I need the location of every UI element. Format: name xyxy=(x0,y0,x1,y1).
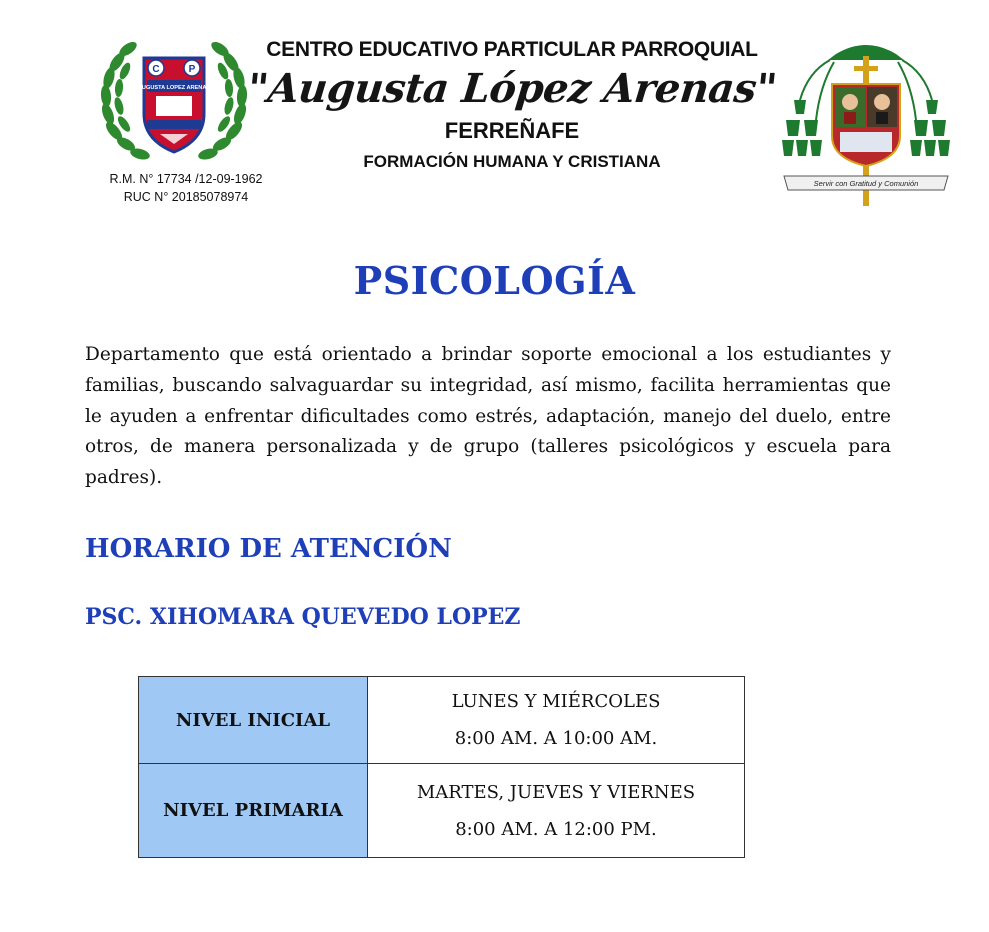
time-cell xyxy=(368,764,745,858)
svg-text:AUGUSTA LOPEZ ARENAS: AUGUSTA LOPEZ ARENAS xyxy=(137,85,211,91)
table-row xyxy=(139,677,745,764)
schedule-hours: 8:00 AM. A 12:00 PM. xyxy=(455,818,657,840)
schedule-table xyxy=(138,676,745,858)
registration-info xyxy=(96,170,276,206)
school-city: FERREÑAFE xyxy=(444,118,580,143)
psychologist-name: PSC. XIHOMARA QUEVEDO LOPEZ xyxy=(85,604,521,630)
schedule-heading: HORARIO DE ATENCIÓN xyxy=(85,534,452,564)
school-heading xyxy=(240,38,784,172)
schedule-days: MARTES, JUEVES Y VIERNES xyxy=(416,781,696,803)
page-title: PSICOLOGÍA xyxy=(353,258,636,303)
department-description: Departamento que está orientado a brindar soporte emocional a los estudiantes y familias, buscando salvaguardar su integridad, así mismo, facilita herramientas que le ayuden a enfrentar dificultades como estrés, adaptación, manejo del duelo, entre otros, de manera personalizada y de grupo (talleres psicológicos y escuela para padres). xyxy=(85,344,891,489)
school-crest-icon xyxy=(100,36,248,166)
ruc-number: RUC N° 20185078974 xyxy=(123,190,249,204)
svg-text:P: P xyxy=(188,64,196,75)
time-cell xyxy=(368,677,745,764)
registration-number: R.M. N° 17734 /12-09-1962 xyxy=(109,172,263,186)
school-type: CENTRO EDUCATIVO PARTICULAR PARROQUIAL xyxy=(266,38,758,61)
level-cell: NIVEL INICIAL xyxy=(139,677,368,764)
episcopal-coat-of-arms-icon xyxy=(780,36,952,208)
svg-text:C: C xyxy=(152,64,160,75)
school-motto: FORMACIÓN HUMANA Y CRISTIANA xyxy=(363,152,661,171)
table-row xyxy=(139,764,745,858)
level-cell: NIVEL PRIMARIA xyxy=(139,764,368,858)
school-name: "Augusta López Arenas" xyxy=(245,65,779,112)
schedule-days: LUNES Y MIÉRCOLES xyxy=(451,691,661,712)
svg-text:Servir con Gratitud y Comunión: Servir con Gratitud y Comunión xyxy=(813,179,919,188)
letterhead xyxy=(0,0,989,215)
schedule-hours: 8:00 AM. A 10:00 AM. xyxy=(454,728,658,749)
